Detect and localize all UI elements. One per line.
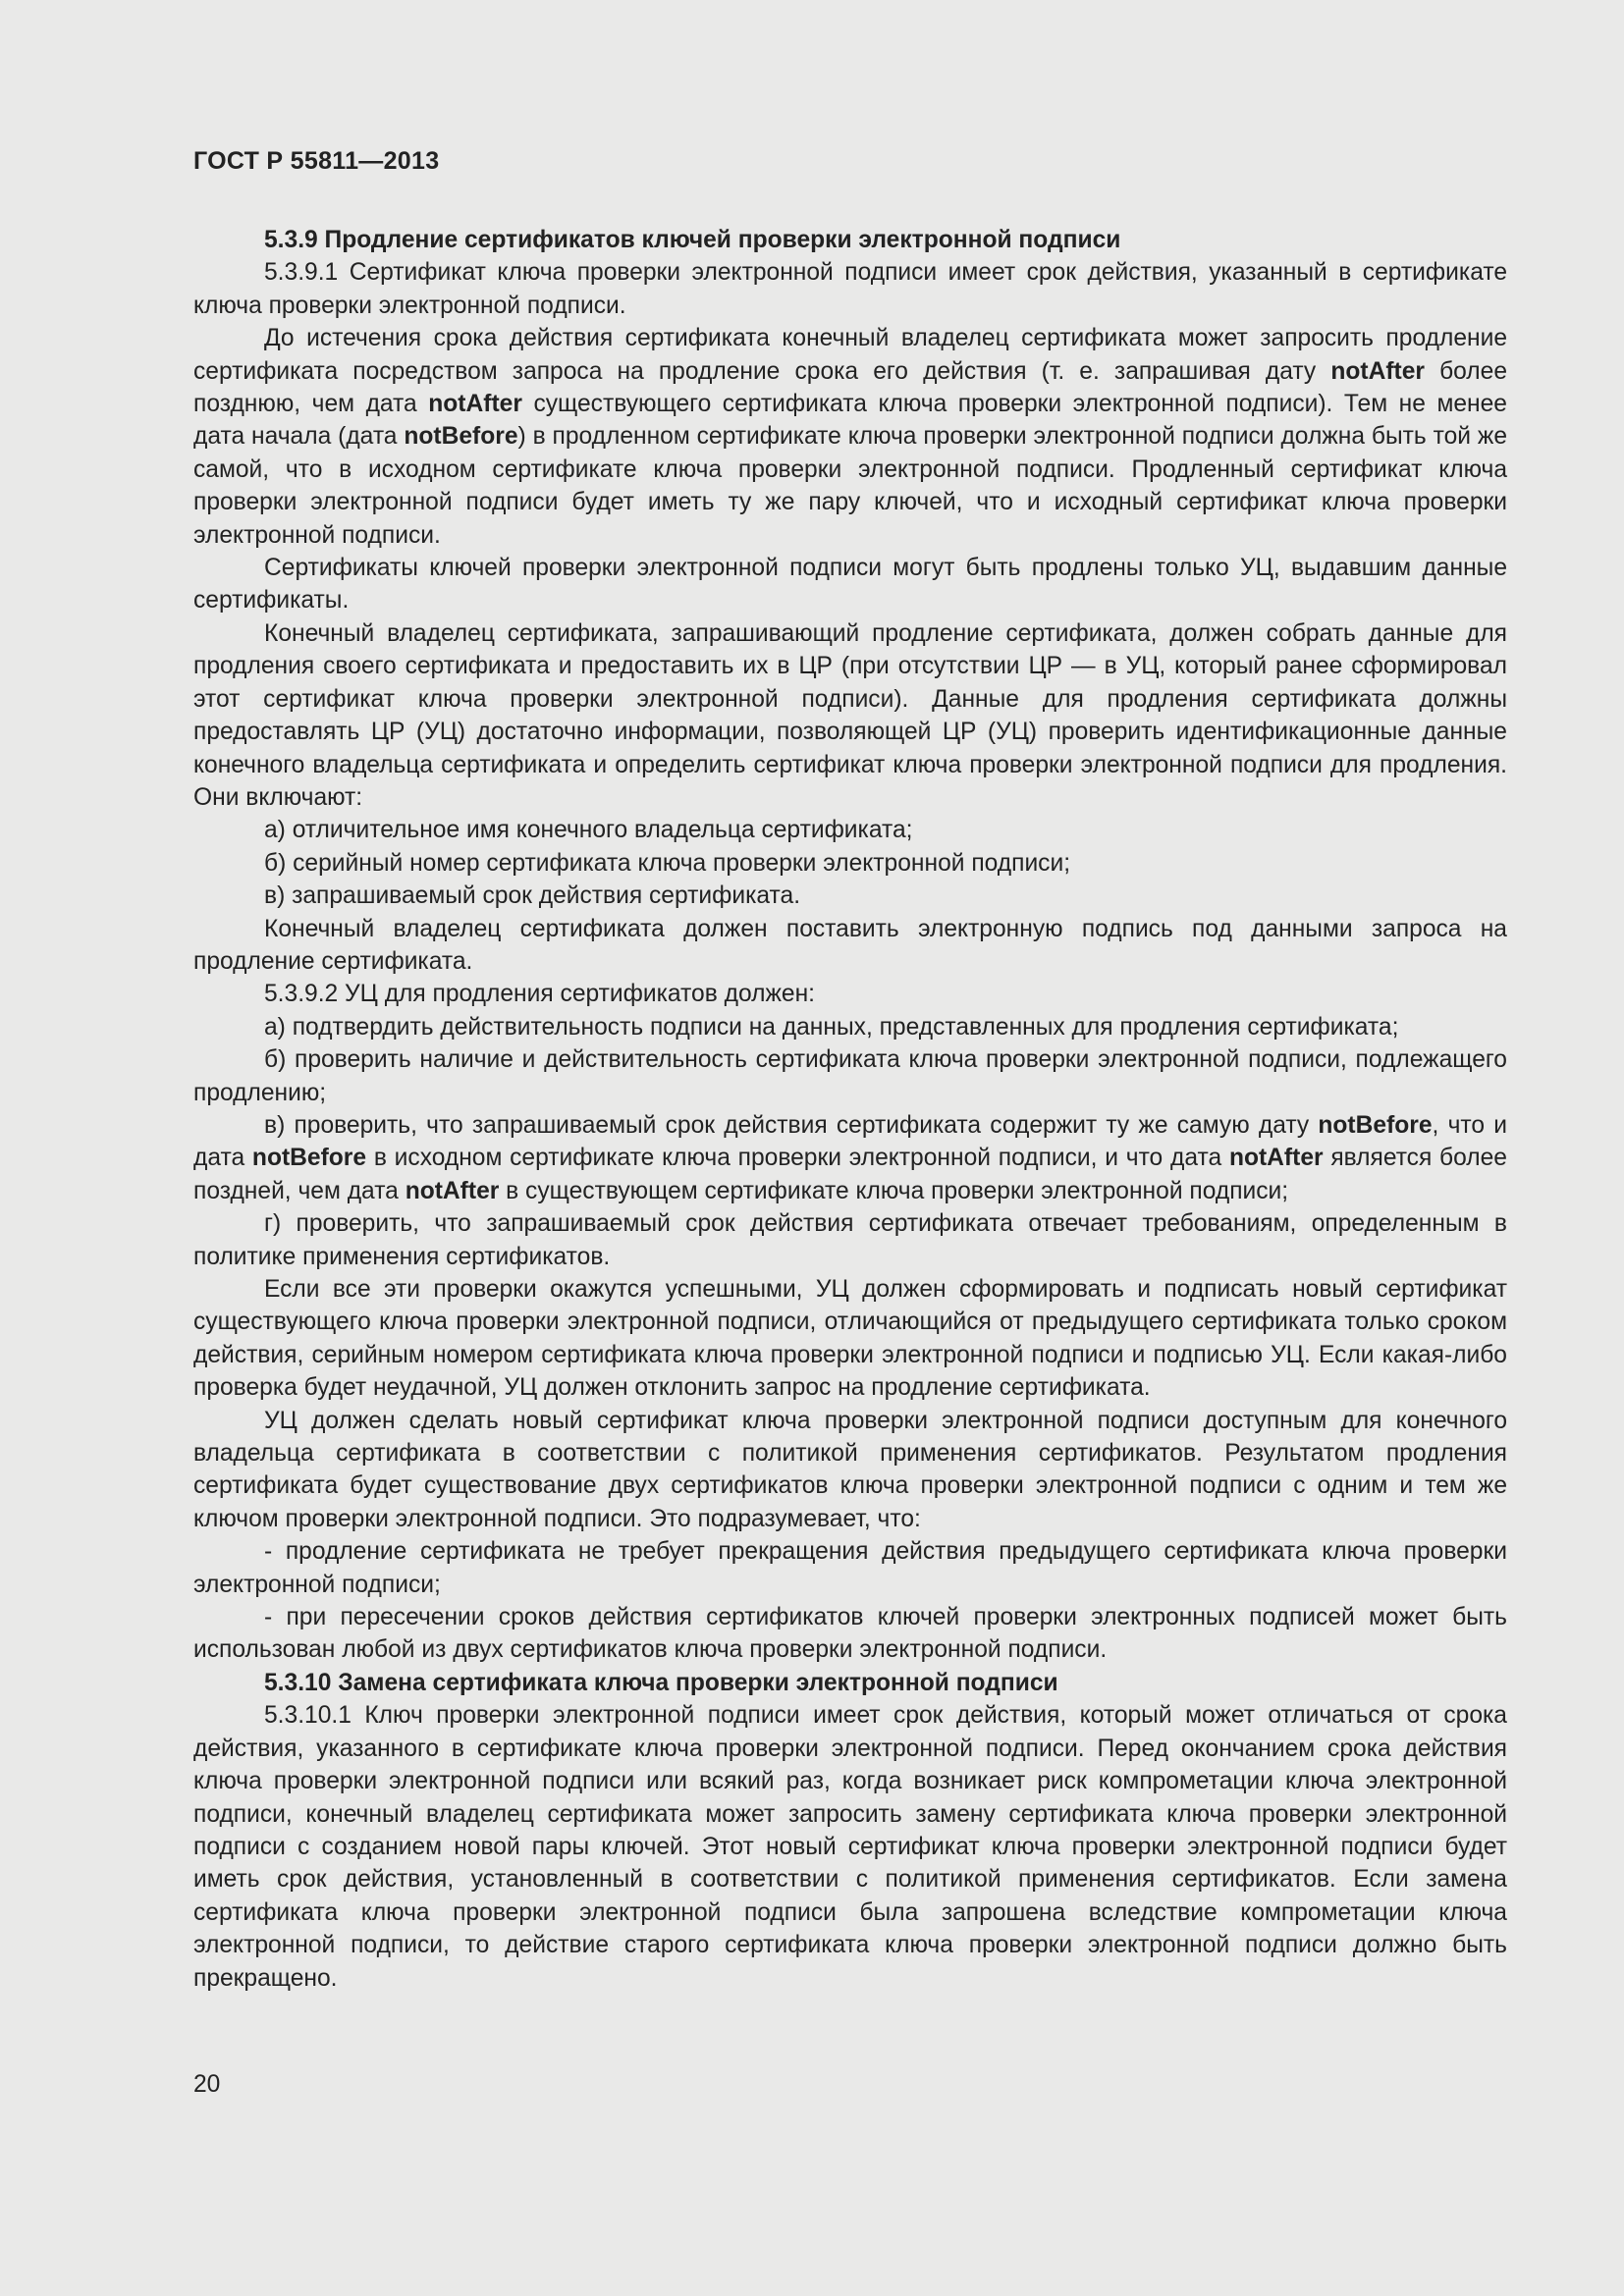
paragraph: Конечный владелец сертификата должен поставить электронную подпись под данными запроса на продление сертификата.	[193, 915, 1507, 975]
paragraph: в) проверить, что запрашиваемый срок действия сертификата содержит ту же самую дату notBefore, что и дата notBefore в исходном сертификате ключа проверки электронной подписи, и что дата notAfter является более поздней, чем дата notAfter в существующем сертификате ключа проверки электронной подписи;	[193, 1111, 1507, 1204]
paragraph: 5.3.10.1 Ключ проверки электронной подписи имеет срок действия, который может отличаться от срока действия, указанного в сертификате ключа проверки электронной подписи. Перед окончанием срока действия ключа проверки электронной подписи или всякий раз, когда возникает риск компрометации ключа электронной подписи, конечный владелец сертификата может запросить замену сертификата ключа проверки электронной подписи с созданием новой пары ключей. Этот новый сертификат ключа проверки электронной подписи будет иметь срок действия, установленный в соответствии с политикой применения сертификатов. Если замена сертификата ключа проверки электронной подписи была запрошена вследствие компрометации ключа электронной подписи, то действие старого сертификата ключа проверки электронной подписи должно быть прекращено.	[193, 1702, 1507, 1992]
paragraph: а) подтвердить действительность подписи на данных, представленных для продления сертификата;	[264, 1013, 1399, 1041]
paragraph: Сертификаты ключей проверки электронной подписи могут быть продлены только УЦ, выдавшим данные сертификаты.	[193, 555, 1507, 614]
standard-header: ГОСТ Р 55811—2013	[193, 147, 440, 175]
paragraph: УЦ должен сделать новый сертификат ключа проверки электронной подписи доступным для конечного владельца сертификата в соответствии с политикой применения сертификатов. Результатом продления сертификата будет существование двух сертификатов ключа проверки электронной подписи с одним и тем же ключом проверки электронной подписи. Это подразумевает, что:	[193, 1407, 1507, 1532]
paragraph: г) проверить, что запрашиваемый срок действия сертификата отвечает требованиям, определенным в политике применения сертификатов.	[193, 1210, 1507, 1270]
paragraph: в) запрашиваемый срок действия сертификата.	[264, 882, 801, 910]
paragraph: До истечения срока действия сертификата конечный владелец сертификата может запросить продление сертификата посредством запроса на продление срока его действия (т. е. запрашивая дату notAfter более позднюю, чем дата notAfter существующего сертификата ключа проверки электронной подписи). Тем не менее дата начала (дата notBefore) в продленном сертификате ключа проверки электронной подписи должна быть той же самой, что в исходном сертификате ключа проверки электронной подписи. Продленный сертификат ключа проверки электронной подписи будет иметь ту же пару ключей, что и исходный сертификат ключа проверки электронной подписи.	[193, 325, 1508, 549]
paragraph: Если все эти проверки окажутся успешными, УЦ должен сформировать и подписать новый сертификат существующего ключа проверки электронной подписи, отличающийся от предыдущего сертификата только сроком действия, серийным номером сертификата ключа проверки электронной подписи и подписью УЦ. Если какая-либо проверка будет неудачной, УЦ должен отклонить запрос на продление сертификата.	[193, 1276, 1507, 1402]
section-heading: 5.3.10 Замена сертификата ключа проверки электронной подписи	[264, 1669, 1058, 1696]
paragraph: Конечный владелец сертификата, запрашивающий продление сертификата, должен собрать данные для продления своего сертификата и предоставить их в ЦР (при отсутствии ЦР — в УЦ, который ранее сформировал этот сертификат ключа проверки электронной подписи). Данные для продления сертификата должны предоставлять ЦР (УЦ) достаточно информации, позволяющей ЦР (УЦ) проверить идентификационные данные конечного владельца сертификата и определить сертификат ключа проверки электронной подписи для продления. Они включают:	[193, 619, 1507, 811]
page-number: 20	[193, 2071, 221, 2098]
paragraph: 5.3.9.2 УЦ для продления сертификатов должен:	[264, 981, 815, 1008]
paragraph: - продление сертификата не требует прекращения действия предыдущего сертификата ключа проверки электронной подписи;	[193, 1538, 1507, 1598]
document-body	[193, 224, 1507, 1995]
paragraph: а) отличительное имя конечного владельца сертификата;	[264, 817, 913, 844]
section-heading: 5.3.9 Продление сертификатов ключей проверки электронной подписи	[264, 227, 1121, 253]
paragraph: 5.3.9.1 Сертификат ключа проверки электронной подписи имеет срок действия, указанный в сертификате ключа проверки электронной подписи.	[193, 259, 1507, 319]
paragraph: б) проверить наличие и действительность сертификата ключа проверки электронной подписи, подлежащего продлению;	[193, 1046, 1507, 1106]
paragraph: - при пересечении сроков действия сертификатов ключей проверки электронных подписей может быть использован любой из двух сертификатов ключа проверки электронной подписи.	[193, 1604, 1507, 1664]
paragraph: б) серийный номер сертификата ключа проверки электронной подписи;	[264, 849, 1071, 877]
